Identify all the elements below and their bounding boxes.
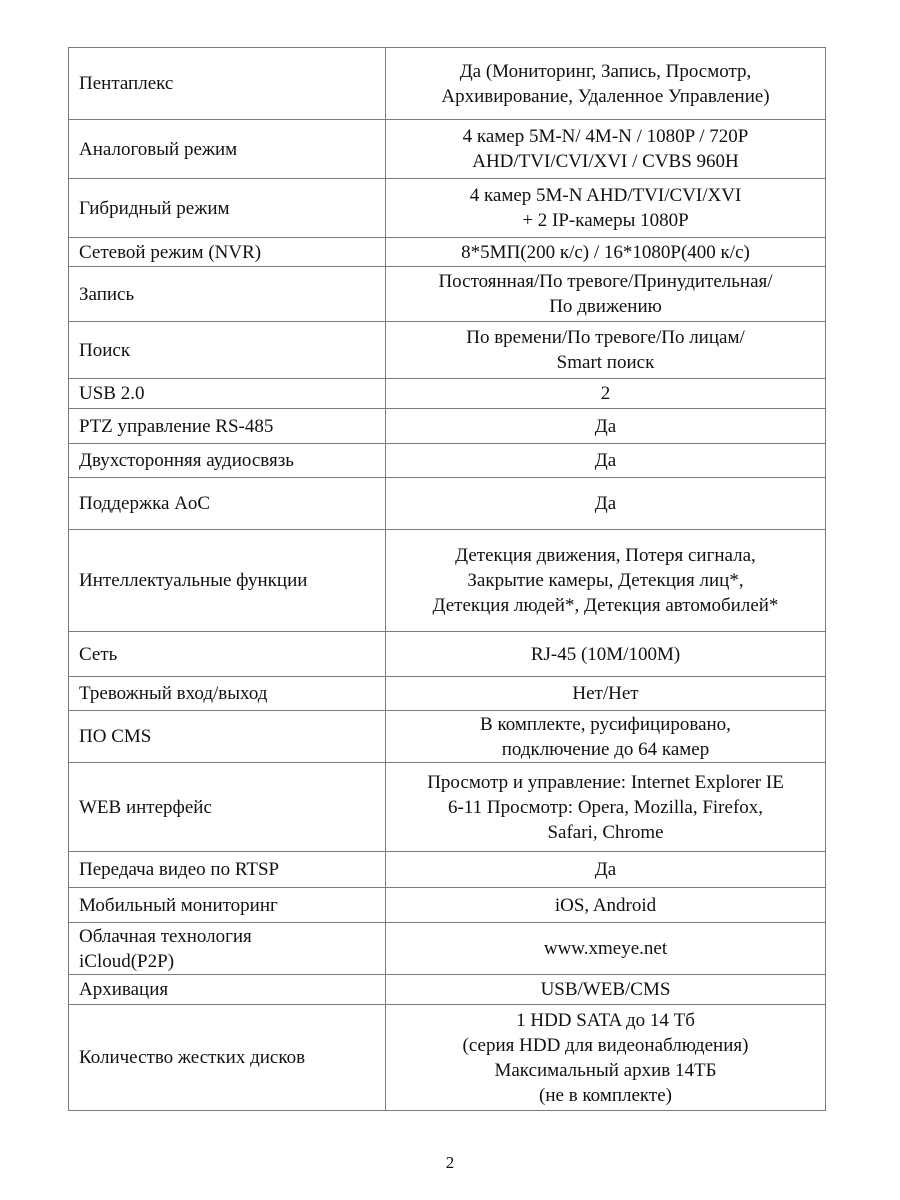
spec-param-line: Пентаплекс [79,73,174,94]
spec-row [69,238,826,267]
spec-value-line: RJ-45 (10M/100M) [530,643,681,665]
spec-value-cell [386,763,826,852]
spec-param-line: Поиск [79,339,131,361]
spec-param-cell [69,852,386,888]
spec-value-line: В комплекте, русифицировано, [480,713,731,735]
spec-param-line: USB 2.0 [79,383,145,404]
spec-row [69,923,826,975]
spec-value-line: Да (Мониторинг, Запись, Просмотр, [459,60,752,82]
spec-param-cell [69,48,386,120]
spec-param-line: Гибридный режим [79,197,230,219]
spec-param-cell [69,975,386,1005]
spec-row [69,179,826,238]
spec-value-cell [386,267,826,322]
spec-table [68,47,826,1111]
spec-row [69,530,826,632]
spec-value-cell [386,478,826,530]
spec-value-line: 4 камер 5M-N AHD/TVI/CVI/XVI [469,185,742,206]
spec-param-cell [69,530,386,632]
spec-value-line: Детекция людей*, Детекция автомобилей* [432,595,779,616]
spec-value-line: iOS, Android [554,894,657,916]
spec-row [69,677,826,711]
spec-row [69,888,826,923]
spec-value-line: Архивирование, Удаленное Управление) [441,85,770,107]
spec-param-cell [69,444,386,478]
spec-param-line: Облачная технология [79,925,252,947]
spec-value-line: Да [594,859,617,880]
spec-row [69,322,826,379]
spec-row [69,267,826,322]
spec-row [69,478,826,530]
page-number: 2 [445,1153,455,1172]
spec-value-cell [386,677,826,711]
spec-row [69,409,826,444]
spec-value-cell [386,923,826,975]
spec-value-cell [386,120,826,179]
spec-row [69,120,826,179]
spec-value-line: 8*5МП(200 к/с) / 16*1080P(400 к/с) [461,241,750,263]
spec-param-cell [69,923,386,975]
spec-param-line: Запись [79,283,135,305]
spec-value-cell [386,888,826,923]
spec-row [69,852,826,888]
spec-param-line: Сеть [79,643,118,665]
spec-row [69,379,826,409]
spec-param-line: WEB интерфейс [79,796,212,818]
spec-value-line: Просмотр и управление: Internet Explorer IE [427,771,784,793]
spec-value-cell [386,322,826,379]
spec-param-line: Сетевой режим (NVR) [79,241,262,263]
spec-row [69,763,826,852]
spec-value-cell [386,711,826,763]
spec-param-cell [69,120,386,179]
spec-value-line: Да [594,493,617,514]
spec-value-cell [386,409,826,444]
spec-param-cell [69,179,386,238]
spec-param-cell [69,379,386,409]
spec-value-cell [386,632,826,677]
spec-param-line: PTZ управление RS-485 [79,415,274,437]
spec-param-cell [69,632,386,677]
spec-value-cell [386,444,826,478]
spec-value-cell [386,48,826,120]
spec-value-line: (серия HDD для видеонаблюдения) [462,1034,749,1056]
spec-value-line: Детекция движения, Потеря сигнала, [455,545,756,566]
spec-param-cell [69,1005,386,1111]
spec-param-cell [69,267,386,322]
spec-param-cell [69,409,386,444]
spec-value-cell [386,379,826,409]
spec-param-line: iCloud(P2P) [79,950,175,972]
spec-value-line: 2 [600,383,611,404]
spec-row [69,444,826,478]
spec-param-line: Тревожный вход/выход [79,683,268,704]
spec-param-line: Архивация [79,979,169,1000]
spec-value-cell [386,852,826,888]
spec-value-line: Нет/Нет [572,683,639,704]
spec-value-line: 1 HDD SATA до 14 Тб [516,1009,695,1031]
spec-row [69,1005,826,1111]
spec-param-line: Двухсторонняя аудиосвязь [79,450,294,471]
spec-value-line: Да [594,415,617,437]
spec-value-line: + 2 IP-камеры 1080P [522,210,689,231]
spec-value-line: AHD/TVI/CVI/XVI / CVBS 960H [472,151,739,172]
spec-param-cell [69,322,386,379]
spec-row [69,48,826,120]
spec-param-cell [69,711,386,763]
spec-value-cell [386,179,826,238]
spec-value-cell [386,238,826,267]
spec-param-cell [69,238,386,267]
spec-param-line: Аналоговый режим [79,138,238,160]
spec-row [69,711,826,763]
spec-param-line: Поддержка AoC [79,493,211,514]
spec-value-cell [386,975,826,1005]
spec-row [69,975,826,1005]
spec-value-line: Закрытие камеры, Детекция лиц*, [467,570,744,591]
spec-value-line: Smart поиск [556,352,655,373]
spec-value-line: По движению [549,296,662,317]
spec-param-cell [69,677,386,711]
spec-param-cell [69,478,386,530]
spec-value-line: По времени/По тревоге/По лицам/ [466,327,745,348]
spec-param-line: Количество жестких дисков [79,1047,306,1068]
spec-value-line: www.xmeye.net [543,938,668,959]
spec-value-line: Да [594,450,617,471]
spec-param-cell [69,888,386,923]
spec-value-line: Постоянная/По тревоге/Принудительная/ [438,271,773,292]
spec-value-cell [386,530,826,632]
spec-value-line: (не в комплекте) [539,1084,672,1106]
spec-row [69,632,826,677]
spec-value-cell [386,1005,826,1111]
spec-value-line: 6-11 Просмотр: Opera, Mozilla, Firefox, [447,796,764,818]
spec-value-line: подключение до 64 камер [501,738,710,760]
spec-param-line: ПО CMS [79,726,152,747]
spec-value-line: USB/WEB/CMS [540,979,671,1000]
spec-param-line: Интеллектуальные функции [79,570,308,591]
spec-param-line: Передача видео по RTSP [79,859,280,880]
spec-param-line: Мобильный мониторинг [79,894,278,916]
spec-value-line: Safari, Chrome [547,821,664,843]
spec-value-line: 4 камер 5M-N/ 4M-N / 1080P / 720P [462,126,749,147]
spec-value-line: Максимальный архив 14ТБ [494,1059,717,1081]
spec-param-cell [69,763,386,852]
